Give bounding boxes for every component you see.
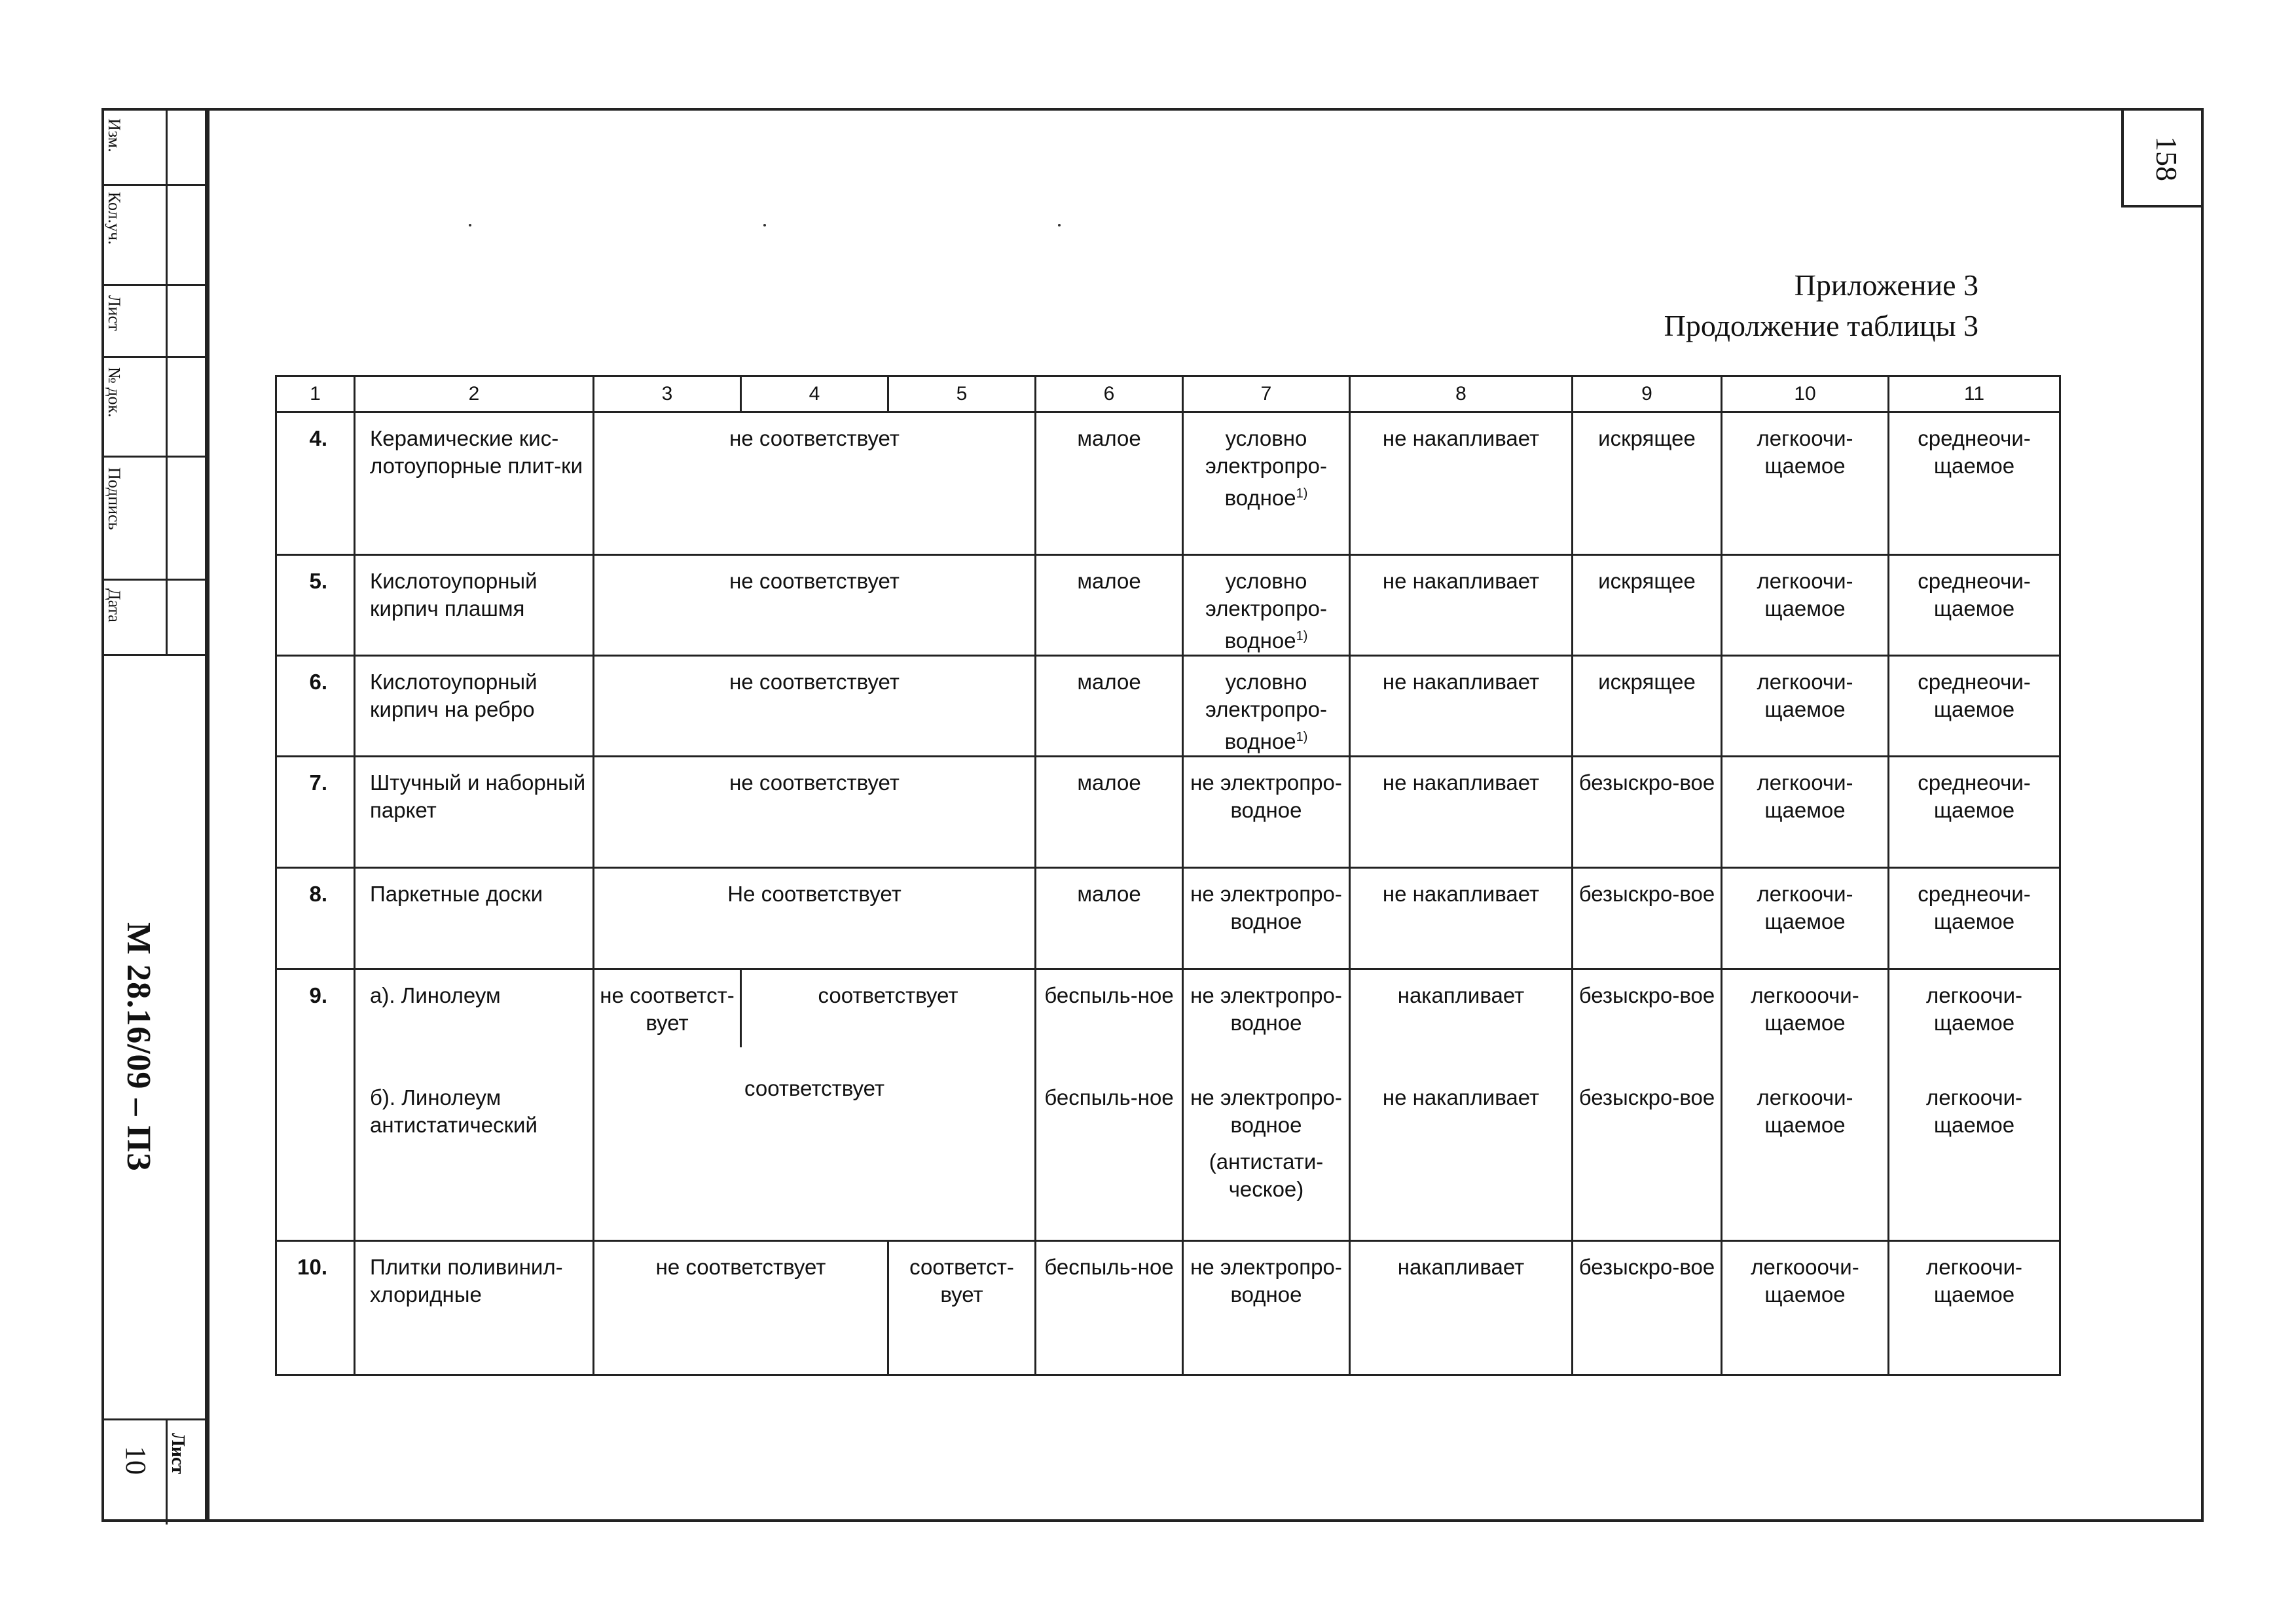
cell-col-9-b: безыскро-вое xyxy=(1578,1085,1715,1110)
col-header: 8 xyxy=(1350,376,1573,412)
cell-col-7-b-note: (антистати-ческое) xyxy=(1209,1149,1324,1201)
cell-col-11: среднеочи-щаемое xyxy=(1889,757,2060,868)
row-number: 8. xyxy=(276,868,355,969)
material-name-a: а). Линолеум xyxy=(370,983,501,1007)
col-header: 1 xyxy=(276,376,355,412)
cell-col-6-a: беспыль-ное xyxy=(1044,983,1174,1007)
cell-col-11: среднеочи-щаемое xyxy=(1889,656,2060,757)
cell-col-11: легкоочи-щаемое xyxy=(1889,1241,2060,1375)
row-number: 7. xyxy=(276,757,355,868)
cell-col-3: не соответст-вует xyxy=(594,970,742,1047)
cell-col-9: безыскро-вое xyxy=(1573,1241,1722,1375)
stamp-divider xyxy=(104,1418,205,1420)
stamp-divider xyxy=(104,654,205,656)
cell-col-6: малое xyxy=(1036,412,1183,555)
cell-col-7 xyxy=(1183,555,1350,656)
cell-col-6: малое xyxy=(1036,555,1183,656)
stamp-label-kol-uch: Кол.уч. xyxy=(105,192,124,245)
cell-col-7-text: условно электропро-водное xyxy=(1205,569,1327,653)
table-row xyxy=(276,969,2060,1241)
table-row xyxy=(276,412,2060,555)
stamp-label-doc-no: № док. xyxy=(105,367,124,418)
cell-col-8-b: не накапливает xyxy=(1382,1085,1540,1110)
cell-col-10: легкоочи-щаемое xyxy=(1722,412,1889,555)
material-name: Кислотоупорный кирпич на ребро xyxy=(355,656,594,757)
cell-col-7-b: не электропро-водное xyxy=(1190,1085,1342,1137)
cell-col-6: беспыль-ное xyxy=(1036,1241,1183,1375)
col-header: 9 xyxy=(1573,376,1722,412)
table-row xyxy=(276,757,2060,868)
cell-col-10: легкооочи-щаемое xyxy=(1722,1241,1889,1375)
sheet-number: 10 xyxy=(120,1446,152,1475)
stamp-label-signature: Подпись xyxy=(105,467,124,530)
cell-col-8: не накапливает xyxy=(1350,555,1573,656)
stamp-label-date: Дата xyxy=(105,588,124,623)
cell-cols-3-5-b: соответствует xyxy=(744,1076,885,1100)
cell-col-6: малое xyxy=(1036,656,1183,757)
document-number: М 28.16/09 – ПЗ xyxy=(120,922,157,1172)
material-name: Керамические кис-лотоупорные плит-ки xyxy=(355,412,594,555)
cell-col-6: малое xyxy=(1036,868,1183,969)
table-row xyxy=(276,1241,2060,1375)
cell-col-5: соответст-вует xyxy=(888,1241,1036,1375)
table-header-row xyxy=(276,376,2060,412)
cell-col-11: среднеочи-щаемое xyxy=(1889,412,2060,555)
row-number: 4. xyxy=(276,412,355,555)
cell-col-10-a: легкооочи-щаемое xyxy=(1751,983,1859,1035)
table-continuation-title: Продолжение таблицы 3 xyxy=(1664,309,1978,342)
row-number: 5. xyxy=(276,555,355,656)
cell-col-7: не электропро-водное xyxy=(1183,1241,1350,1375)
cell-col-8: не накапливает xyxy=(1350,868,1573,969)
stamp-divider xyxy=(104,456,205,458)
stamp-label-izm: Изм. xyxy=(105,118,124,153)
scan-speck xyxy=(763,224,766,226)
col-header: 5 xyxy=(888,376,1036,412)
footnote-mark: 1) xyxy=(1296,486,1308,501)
stamp-divider xyxy=(104,184,205,186)
cell-cols-3-5: Не соответствует xyxy=(594,868,1036,969)
cell-col-9: безыскро-вое xyxy=(1573,757,1722,868)
cell-col-9: искрящее xyxy=(1573,412,1722,555)
table-row xyxy=(276,656,2060,757)
cell-col-7 xyxy=(1183,412,1350,555)
stamp-divider xyxy=(104,579,205,581)
cell-cols-3-5: не соответствует xyxy=(594,412,1036,555)
cell-col-10: легкоочи-щаемое xyxy=(1722,868,1889,969)
cell-col-7: не электропро-водное xyxy=(1183,757,1350,868)
cell-col-8: не накапливает xyxy=(1350,656,1573,757)
cell-col-11: среднеочи-щаемое xyxy=(1889,868,2060,969)
col-header: 6 xyxy=(1036,376,1183,412)
cell-cols-4-5: соответствует xyxy=(818,983,958,1007)
cell-col-11-b: легкоочи-щаемое xyxy=(1925,1085,2023,1137)
cell-col-10-b: легкоочи-щаемое xyxy=(1757,1085,1853,1137)
cell-col-10: легкоочи-щаемое xyxy=(1722,757,1889,868)
row-number: 9. xyxy=(276,969,355,1241)
material-name-b: б). Линолеум антистатический xyxy=(370,1085,538,1137)
col-header: 4 xyxy=(741,376,888,412)
cell-col-7-text: условно электропро-водное xyxy=(1205,670,1327,753)
cell-cols-3-4: не соответствует xyxy=(594,1241,888,1375)
table-row xyxy=(276,868,2060,969)
cell-col-9 xyxy=(1573,969,1722,1241)
cell-col-7-a: не электропро-водное xyxy=(1190,983,1342,1035)
cell-col-8 xyxy=(1350,969,1573,1241)
page-number: 158 xyxy=(2150,136,2183,181)
cell-col-10: легкоочи-щаемое xyxy=(1722,656,1889,757)
cell-col-11-a: легкоочи-щаемое xyxy=(1925,983,2023,1035)
cell-col-6 xyxy=(1036,969,1183,1241)
material-name: Кислотоупорный кирпич плашмя xyxy=(355,555,594,656)
material-name xyxy=(355,969,594,1241)
sheet-label: Лист xyxy=(168,1433,188,1475)
material-name: Плитки поливинил-хлоридные xyxy=(355,1241,594,1375)
cell-col-9-a: безыскро-вое xyxy=(1578,983,1715,1007)
cell-col-11 xyxy=(1889,969,2060,1241)
cell-col-7 xyxy=(1183,656,1350,757)
cell-cols-3-5: не соответствует xyxy=(594,656,1036,757)
cell-col-10 xyxy=(1722,969,1889,1241)
cell-col-7-text: условно электропро-водное xyxy=(1205,426,1327,510)
footnote-mark: 1) xyxy=(1296,629,1308,643)
material-name: Паркетные доски xyxy=(355,868,594,969)
col-header: 11 xyxy=(1889,376,2060,412)
cell-col-8: не накапливает xyxy=(1350,412,1573,555)
title-block-strip xyxy=(101,108,208,1522)
table-row xyxy=(276,555,2060,656)
scan-speck xyxy=(469,224,471,226)
cell-col-9: безыскро-вое xyxy=(1573,868,1722,969)
cell-col-7: не электропро-водное xyxy=(1183,868,1350,969)
cell-cols-3-5: не соответствует xyxy=(594,555,1036,656)
cell-col-11: среднеочи-щаемое xyxy=(1889,555,2060,656)
cell-col-8: не накапливает xyxy=(1350,757,1573,868)
footnote-mark: 1) xyxy=(1296,730,1308,744)
stamp-divider xyxy=(166,111,168,654)
cell-col-8: накапливает xyxy=(1350,1241,1573,1375)
col-header: 2 xyxy=(355,376,594,412)
col-header: 10 xyxy=(1722,376,1889,412)
row-number: 6. xyxy=(276,656,355,757)
scan-speck xyxy=(1058,224,1061,226)
cell-cols-3-5: не соответствует xyxy=(594,757,1036,868)
appendix-title: Приложение 3 xyxy=(1794,268,1978,302)
cell-cols-3-5 xyxy=(594,969,1036,1241)
stamp-divider xyxy=(104,356,205,358)
cell-col-6: малое xyxy=(1036,757,1183,868)
row-number: 10. xyxy=(276,1241,355,1375)
material-name: Штучный и наборный паркет xyxy=(355,757,594,868)
properties-table xyxy=(275,375,2061,1376)
cell-col-10: легкоочи-щаемое xyxy=(1722,555,1889,656)
cell-col-9: искрящее xyxy=(1573,555,1722,656)
cell-col-7 xyxy=(1183,969,1350,1241)
cell-col-6-b: беспыль-ное xyxy=(1044,1085,1174,1110)
col-header: 7 xyxy=(1183,376,1350,412)
stamp-label-list: Лист xyxy=(105,295,124,331)
stamp-divider xyxy=(104,284,205,286)
cell-col-9: искрящее xyxy=(1573,656,1722,757)
col-header: 3 xyxy=(594,376,741,412)
subrow-a xyxy=(594,970,1034,1075)
cell-col-8-a: накапливает xyxy=(1397,983,1525,1007)
appendix-heading xyxy=(1664,265,1978,346)
